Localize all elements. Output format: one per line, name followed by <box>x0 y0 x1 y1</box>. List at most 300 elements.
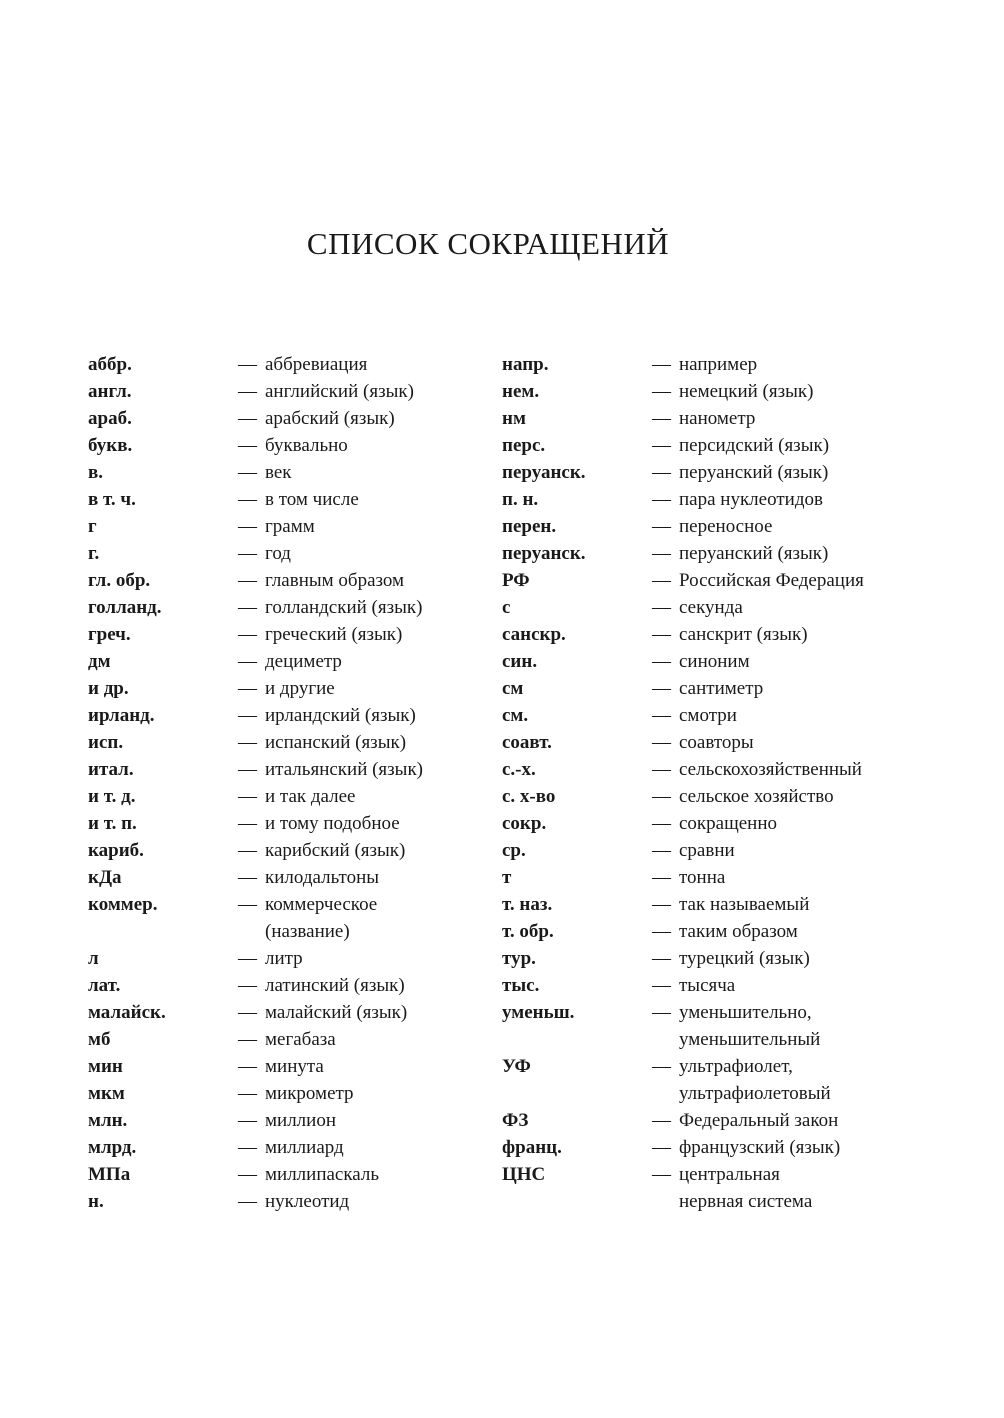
definition-text <box>265 783 488 810</box>
abbreviation-definition <box>238 540 488 567</box>
definition-line: уменьшительно, <box>679 1002 812 1023</box>
em-dash: — <box>238 1191 257 1212</box>
abbreviation-term: и т. п. <box>88 813 137 834</box>
page-title: СПИСОК СОКРАЩЕНИЙ <box>306 226 670 261</box>
em-dash: — <box>238 732 257 753</box>
definition-text <box>265 1053 488 1080</box>
em-dash: — <box>238 516 257 537</box>
abbreviation-entry <box>502 594 922 621</box>
em-dash: — <box>238 1056 257 1077</box>
abbreviation-entry <box>88 459 488 486</box>
definition-line: литр <box>265 948 303 969</box>
definition-continuation: нервная система <box>679 1191 813 1212</box>
abbreviation-term: араб. <box>88 408 132 429</box>
definition-text <box>265 567 488 594</box>
em-dash: — <box>652 462 671 483</box>
em-dash: — <box>238 1002 257 1023</box>
abbreviation-entry <box>502 513 922 540</box>
definition-text <box>679 621 922 648</box>
abbreviation-term: голланд. <box>88 597 162 618</box>
definition-line: голландский (язык) <box>265 597 423 618</box>
abbreviation-definition <box>238 837 488 864</box>
definition-text <box>679 999 922 1053</box>
em-dash: — <box>238 894 257 915</box>
abbreviation-entry <box>502 432 922 459</box>
abbreviation-entry <box>502 405 922 432</box>
em-dash: — <box>238 867 257 888</box>
definition-line: нанометр <box>679 408 756 429</box>
definition-line: малайский (язык) <box>265 1002 408 1023</box>
abbreviation-definition <box>238 972 488 999</box>
abbreviation-term: нм <box>502 408 526 429</box>
abbreviation-term: соавт. <box>502 732 552 753</box>
abbreviation-definition <box>238 486 488 513</box>
abbreviation-entry <box>502 1053 922 1107</box>
em-dash: — <box>652 489 671 510</box>
definition-line: мегабаза <box>265 1029 336 1050</box>
definition-line: нуклеотид <box>265 1191 350 1212</box>
abbreviation-term: в. <box>88 462 104 483</box>
abbreviation-entry <box>88 783 488 810</box>
definition-line: турецкий (язык) <box>679 948 810 969</box>
definition-line: аббревиация <box>265 354 368 375</box>
em-dash: — <box>652 435 671 456</box>
em-dash: — <box>652 408 671 429</box>
definition-line: латинский (язык) <box>265 975 405 996</box>
abbreviation-term: т. наз. <box>502 894 553 915</box>
abbreviation-definition <box>238 810 488 837</box>
abbreviation-entry <box>502 351 922 378</box>
definition-text <box>265 864 488 891</box>
abbreviation-definition <box>238 891 488 945</box>
abbreviation-definition <box>652 594 922 621</box>
abbreviation-entry <box>88 945 488 972</box>
definition-text <box>265 702 488 729</box>
abbreviation-entry <box>88 972 488 999</box>
em-dash: — <box>652 786 671 807</box>
abbreviation-term: и др. <box>88 678 129 699</box>
definition-text <box>265 405 488 432</box>
abbreviation-definition <box>652 864 922 891</box>
abbreviation-entry <box>88 621 488 648</box>
abbreviation-term: млрд. <box>88 1137 137 1158</box>
definition-line: миллипаскаль <box>265 1164 380 1185</box>
abbreviation-entry <box>88 432 488 459</box>
abbreviation-term: мб <box>88 1029 111 1050</box>
abbreviation-entry <box>88 999 488 1026</box>
abbreviation-entry <box>88 675 488 702</box>
em-dash: — <box>238 597 257 618</box>
em-dash: — <box>238 408 257 429</box>
abbreviation-definition <box>238 648 488 675</box>
definition-text <box>679 837 922 864</box>
abbreviation-entry <box>88 837 488 864</box>
em-dash: — <box>238 759 257 780</box>
definition-text <box>265 729 488 756</box>
abbreviation-term: малайск. <box>88 1002 166 1023</box>
definition-line: микрометр <box>265 1083 354 1104</box>
abbreviation-definition <box>652 459 922 486</box>
definition-line: коммерческое <box>265 894 378 915</box>
abbreviation-entry <box>88 1188 488 1215</box>
abbreviation-term: мин <box>88 1056 123 1077</box>
em-dash: — <box>652 867 671 888</box>
definition-line: тысяча <box>679 975 736 996</box>
definition-text <box>679 459 922 486</box>
abbreviation-definition <box>652 432 922 459</box>
abbreviation-term: т <box>502 867 512 888</box>
em-dash: — <box>238 462 257 483</box>
definition-text <box>265 459 488 486</box>
abbreviation-entry <box>502 378 922 405</box>
abbreviation-term: букв. <box>88 435 133 456</box>
definition-line: главным образом <box>265 570 405 591</box>
abbreviation-definition <box>238 513 488 540</box>
definition-line: французский (язык) <box>679 1137 841 1158</box>
abbreviation-term: кДа <box>88 867 122 888</box>
abbreviation-entry <box>88 405 488 432</box>
definition-text <box>679 405 922 432</box>
em-dash: — <box>652 894 671 915</box>
em-dash: — <box>652 1002 671 1023</box>
definition-line: немецкий (язык) <box>679 381 814 402</box>
em-dash: — <box>238 1164 257 1185</box>
abbreviation-definition <box>238 1026 488 1053</box>
definition-text <box>679 675 922 702</box>
abbreviation-definition <box>238 945 488 972</box>
abbreviation-term: дм <box>88 651 111 672</box>
abbreviation-term: ФЗ <box>502 1110 529 1131</box>
abbreviation-term: РФ <box>502 570 530 591</box>
em-dash: — <box>652 705 671 726</box>
abbreviation-entry <box>502 540 922 567</box>
definition-text <box>265 378 488 405</box>
abbreviation-entry <box>502 945 922 972</box>
definition-text <box>265 486 488 513</box>
definition-line: грамм <box>265 516 315 537</box>
definition-text <box>265 1080 488 1107</box>
definition-line: центральная <box>679 1164 780 1185</box>
definition-text <box>679 594 922 621</box>
abbreviation-term: итал. <box>88 759 134 780</box>
definition-line: синоним <box>679 651 750 672</box>
definition-text <box>679 918 922 945</box>
abbreviation-entry <box>88 1161 488 1188</box>
abbreviation-definition <box>238 351 488 378</box>
abbreviation-term: тур. <box>502 948 536 969</box>
definition-line: сокращенно <box>679 813 777 834</box>
abbreviation-definition <box>238 1188 488 1215</box>
definition-line: испанский (язык) <box>265 732 407 753</box>
abbreviation-definition <box>652 837 922 864</box>
abbreviation-entry <box>88 1053 488 1080</box>
definition-text <box>679 891 922 918</box>
definition-text <box>265 1161 488 1188</box>
definition-text <box>679 648 922 675</box>
abbreviation-definition <box>238 756 488 783</box>
em-dash: — <box>238 840 257 861</box>
abbreviation-term: сокр. <box>502 813 547 834</box>
abbreviation-entry <box>502 864 922 891</box>
abbreviation-definition <box>652 783 922 810</box>
em-dash: — <box>238 975 257 996</box>
abbreviation-term: т. обр. <box>502 921 554 942</box>
definition-line: миллиард <box>265 1137 344 1158</box>
definition-line: год <box>265 543 291 564</box>
abbreviation-entry <box>502 567 922 594</box>
em-dash: — <box>238 570 257 591</box>
abbreviation-entry <box>88 513 488 540</box>
definition-continuation: (название) <box>265 921 350 942</box>
em-dash: — <box>238 1137 257 1158</box>
definition-line: минута <box>265 1056 324 1077</box>
em-dash: — <box>652 840 671 861</box>
abbreviation-term: аббр. <box>88 354 132 375</box>
em-dash: — <box>652 948 671 969</box>
definition-text <box>265 810 488 837</box>
abbreviation-term: и т. д. <box>88 786 136 807</box>
definition-line: ирландский (язык) <box>265 705 416 726</box>
abbreviation-definition <box>652 918 922 945</box>
abbreviation-definition <box>238 1107 488 1134</box>
definition-text <box>679 513 922 540</box>
definition-line: соавторы <box>679 732 754 753</box>
abbreviation-term: с <box>502 597 511 618</box>
em-dash: — <box>652 1056 671 1077</box>
abbreviation-definition <box>652 1134 922 1161</box>
em-dash: — <box>652 759 671 780</box>
em-dash: — <box>652 543 671 564</box>
definition-line: килодальтоны <box>265 867 380 888</box>
abbreviation-term: ирланд. <box>88 705 155 726</box>
em-dash: — <box>652 651 671 672</box>
abbreviation-definition <box>652 945 922 972</box>
abbreviation-term: ср. <box>502 840 526 861</box>
abbreviation-definition <box>652 540 922 567</box>
abbreviation-entry <box>88 1026 488 1053</box>
abbreviation-definition <box>238 999 488 1026</box>
em-dash: — <box>238 1029 257 1050</box>
definition-line: тонна <box>679 867 726 888</box>
abbreviation-entry <box>88 540 488 567</box>
abbreviation-definition <box>652 1053 922 1107</box>
abbreviation-definition <box>652 351 922 378</box>
definition-line: ультрафиолет, <box>679 1056 793 1077</box>
abbreviation-term: напр. <box>502 354 549 375</box>
definition-text <box>679 1107 922 1134</box>
abbreviation-definition <box>238 1161 488 1188</box>
abbreviation-term: н. <box>88 1191 104 1212</box>
definition-text <box>265 999 488 1026</box>
abbreviation-definition <box>238 1134 488 1161</box>
abbreviation-term: ЦНС <box>502 1164 546 1185</box>
em-dash: — <box>238 354 257 375</box>
abbreviation-entry <box>88 567 488 594</box>
definition-text <box>265 351 488 378</box>
abbreviation-definition <box>238 702 488 729</box>
abbreviation-term: лат. <box>88 975 121 996</box>
definition-line: миллион <box>265 1110 336 1131</box>
abbreviation-entry <box>502 648 922 675</box>
definition-text <box>265 675 488 702</box>
abbreviation-term: тыс. <box>502 975 540 996</box>
definition-text <box>679 540 922 567</box>
abbreviation-term: исп. <box>88 732 124 753</box>
definition-text <box>265 1188 488 1215</box>
definition-line: Российская Федерация <box>679 570 864 591</box>
definition-text <box>679 378 922 405</box>
definition-text <box>265 945 488 972</box>
abbreviation-term: млн. <box>88 1110 128 1131</box>
abbreviation-term: перс. <box>502 435 546 456</box>
abbreviation-term: санскр. <box>502 624 566 645</box>
em-dash: — <box>652 570 671 591</box>
em-dash: — <box>238 1110 257 1131</box>
abbreviation-definition <box>652 486 922 513</box>
definition-text <box>679 1053 922 1107</box>
abbreviation-term: л <box>88 948 99 969</box>
definition-line: буквально <box>265 435 348 456</box>
definition-continuation: ультрафиолетовый <box>679 1083 831 1104</box>
em-dash: — <box>652 597 671 618</box>
abbreviation-term: коммер. <box>88 894 158 915</box>
abbreviation-definition <box>238 1080 488 1107</box>
em-dash: — <box>238 705 257 726</box>
abbreviation-definition <box>652 405 922 432</box>
definition-line: персидский (язык) <box>679 435 830 456</box>
definition-text <box>679 729 922 756</box>
definition-line: сельское хозяйство <box>679 786 834 807</box>
definition-line: перуанский (язык) <box>679 543 829 564</box>
definition-line: таким образом <box>679 921 798 942</box>
definition-line: пара нуклеотидов <box>679 489 823 510</box>
definition-text <box>265 432 488 459</box>
abbreviation-entry <box>502 1107 922 1134</box>
abbreviation-entry <box>88 729 488 756</box>
em-dash: — <box>238 1083 257 1104</box>
em-dash: — <box>238 381 257 402</box>
definition-text <box>679 351 922 378</box>
definition-text <box>679 1161 922 1215</box>
em-dash: — <box>238 948 257 969</box>
abbreviation-term: УФ <box>502 1056 531 1077</box>
definition-line: и другие <box>265 678 335 699</box>
definition-continuation: уменьшительный <box>679 1029 821 1050</box>
definition-text <box>265 621 488 648</box>
abbreviation-entry <box>88 1080 488 1107</box>
definition-text <box>679 432 922 459</box>
em-dash: — <box>238 435 257 456</box>
definition-text <box>265 972 488 999</box>
definition-line: перуанский (язык) <box>679 462 829 483</box>
definition-line: сантиметр <box>679 678 764 699</box>
abbreviation-entry <box>88 864 488 891</box>
em-dash: — <box>652 381 671 402</box>
abbreviation-definition <box>652 810 922 837</box>
definition-line: английский (язык) <box>265 381 414 402</box>
abbreviation-definition <box>652 513 922 540</box>
abbreviation-entry <box>502 702 922 729</box>
definition-text <box>265 513 488 540</box>
definition-line: итальянский (язык) <box>265 759 424 780</box>
abbreviation-definition <box>652 675 922 702</box>
abbreviation-entry <box>88 891 488 945</box>
definition-line: и так далее <box>265 786 356 807</box>
abbreviation-definition <box>652 756 922 783</box>
definition-text <box>679 810 922 837</box>
abbreviation-entry <box>502 1161 922 1215</box>
definition-text <box>679 864 922 891</box>
definition-line: секунда <box>679 597 743 618</box>
abbreviation-term: перуанск. <box>502 462 586 483</box>
abbreviation-definition <box>238 567 488 594</box>
abbreviation-term: кариб. <box>88 840 144 861</box>
definition-line: переносное <box>679 516 773 537</box>
definition-text <box>679 972 922 999</box>
abbreviation-term: франц. <box>502 1137 562 1158</box>
abbreviation-term: см. <box>502 705 529 726</box>
abbreviation-definition <box>238 405 488 432</box>
abbreviation-term: син. <box>502 651 538 672</box>
abbreviation-definition <box>238 729 488 756</box>
em-dash: — <box>652 732 671 753</box>
abbreviation-term: г. <box>88 543 100 564</box>
definition-line: смотри <box>679 705 737 726</box>
abbreviation-entry <box>502 459 922 486</box>
em-dash: — <box>652 678 671 699</box>
abbreviation-term: в т. ч. <box>88 489 136 510</box>
abbreviation-term: с.-х. <box>502 759 536 780</box>
abbreviation-definition <box>652 378 922 405</box>
abbreviation-entry <box>502 675 922 702</box>
em-dash: — <box>238 489 257 510</box>
abbreviation-definition <box>238 1053 488 1080</box>
abbreviation-term: п. н. <box>502 489 539 510</box>
definition-line: сельскохозяйственный <box>679 759 862 780</box>
abbreviation-entry <box>502 810 922 837</box>
abbreviation-entry <box>88 702 488 729</box>
abbreviation-term: уменьш. <box>502 1002 575 1023</box>
abbreviation-definition <box>238 675 488 702</box>
abbreviation-term: греч. <box>88 624 131 645</box>
abbreviation-term: англ. <box>88 381 132 402</box>
abbreviation-definition <box>652 891 922 918</box>
em-dash: — <box>238 786 257 807</box>
definition-line: сравни <box>679 840 735 861</box>
definition-text <box>679 1134 922 1161</box>
abbreviations-left-column <box>88 351 488 1215</box>
abbreviation-entry <box>502 918 922 945</box>
abbreviation-definition <box>652 621 922 648</box>
abbreviation-term: МПа <box>88 1164 131 1185</box>
definition-line: и тому подобное <box>265 813 400 834</box>
definition-text <box>265 891 488 945</box>
abbreviation-term: гл. обр. <box>88 570 151 591</box>
definition-text <box>265 1107 488 1134</box>
em-dash: — <box>652 1110 671 1131</box>
definition-line: санскрит (язык) <box>679 624 808 645</box>
definition-text <box>265 1134 488 1161</box>
definition-text <box>265 1026 488 1053</box>
abbreviations-right-column <box>502 351 922 1215</box>
abbreviation-definition <box>652 567 922 594</box>
definition-line: карибский (язык) <box>265 840 406 861</box>
em-dash: — <box>238 651 257 672</box>
em-dash: — <box>652 975 671 996</box>
em-dash: — <box>652 516 671 537</box>
abbreviation-entry <box>88 810 488 837</box>
abbreviation-entry <box>88 378 488 405</box>
